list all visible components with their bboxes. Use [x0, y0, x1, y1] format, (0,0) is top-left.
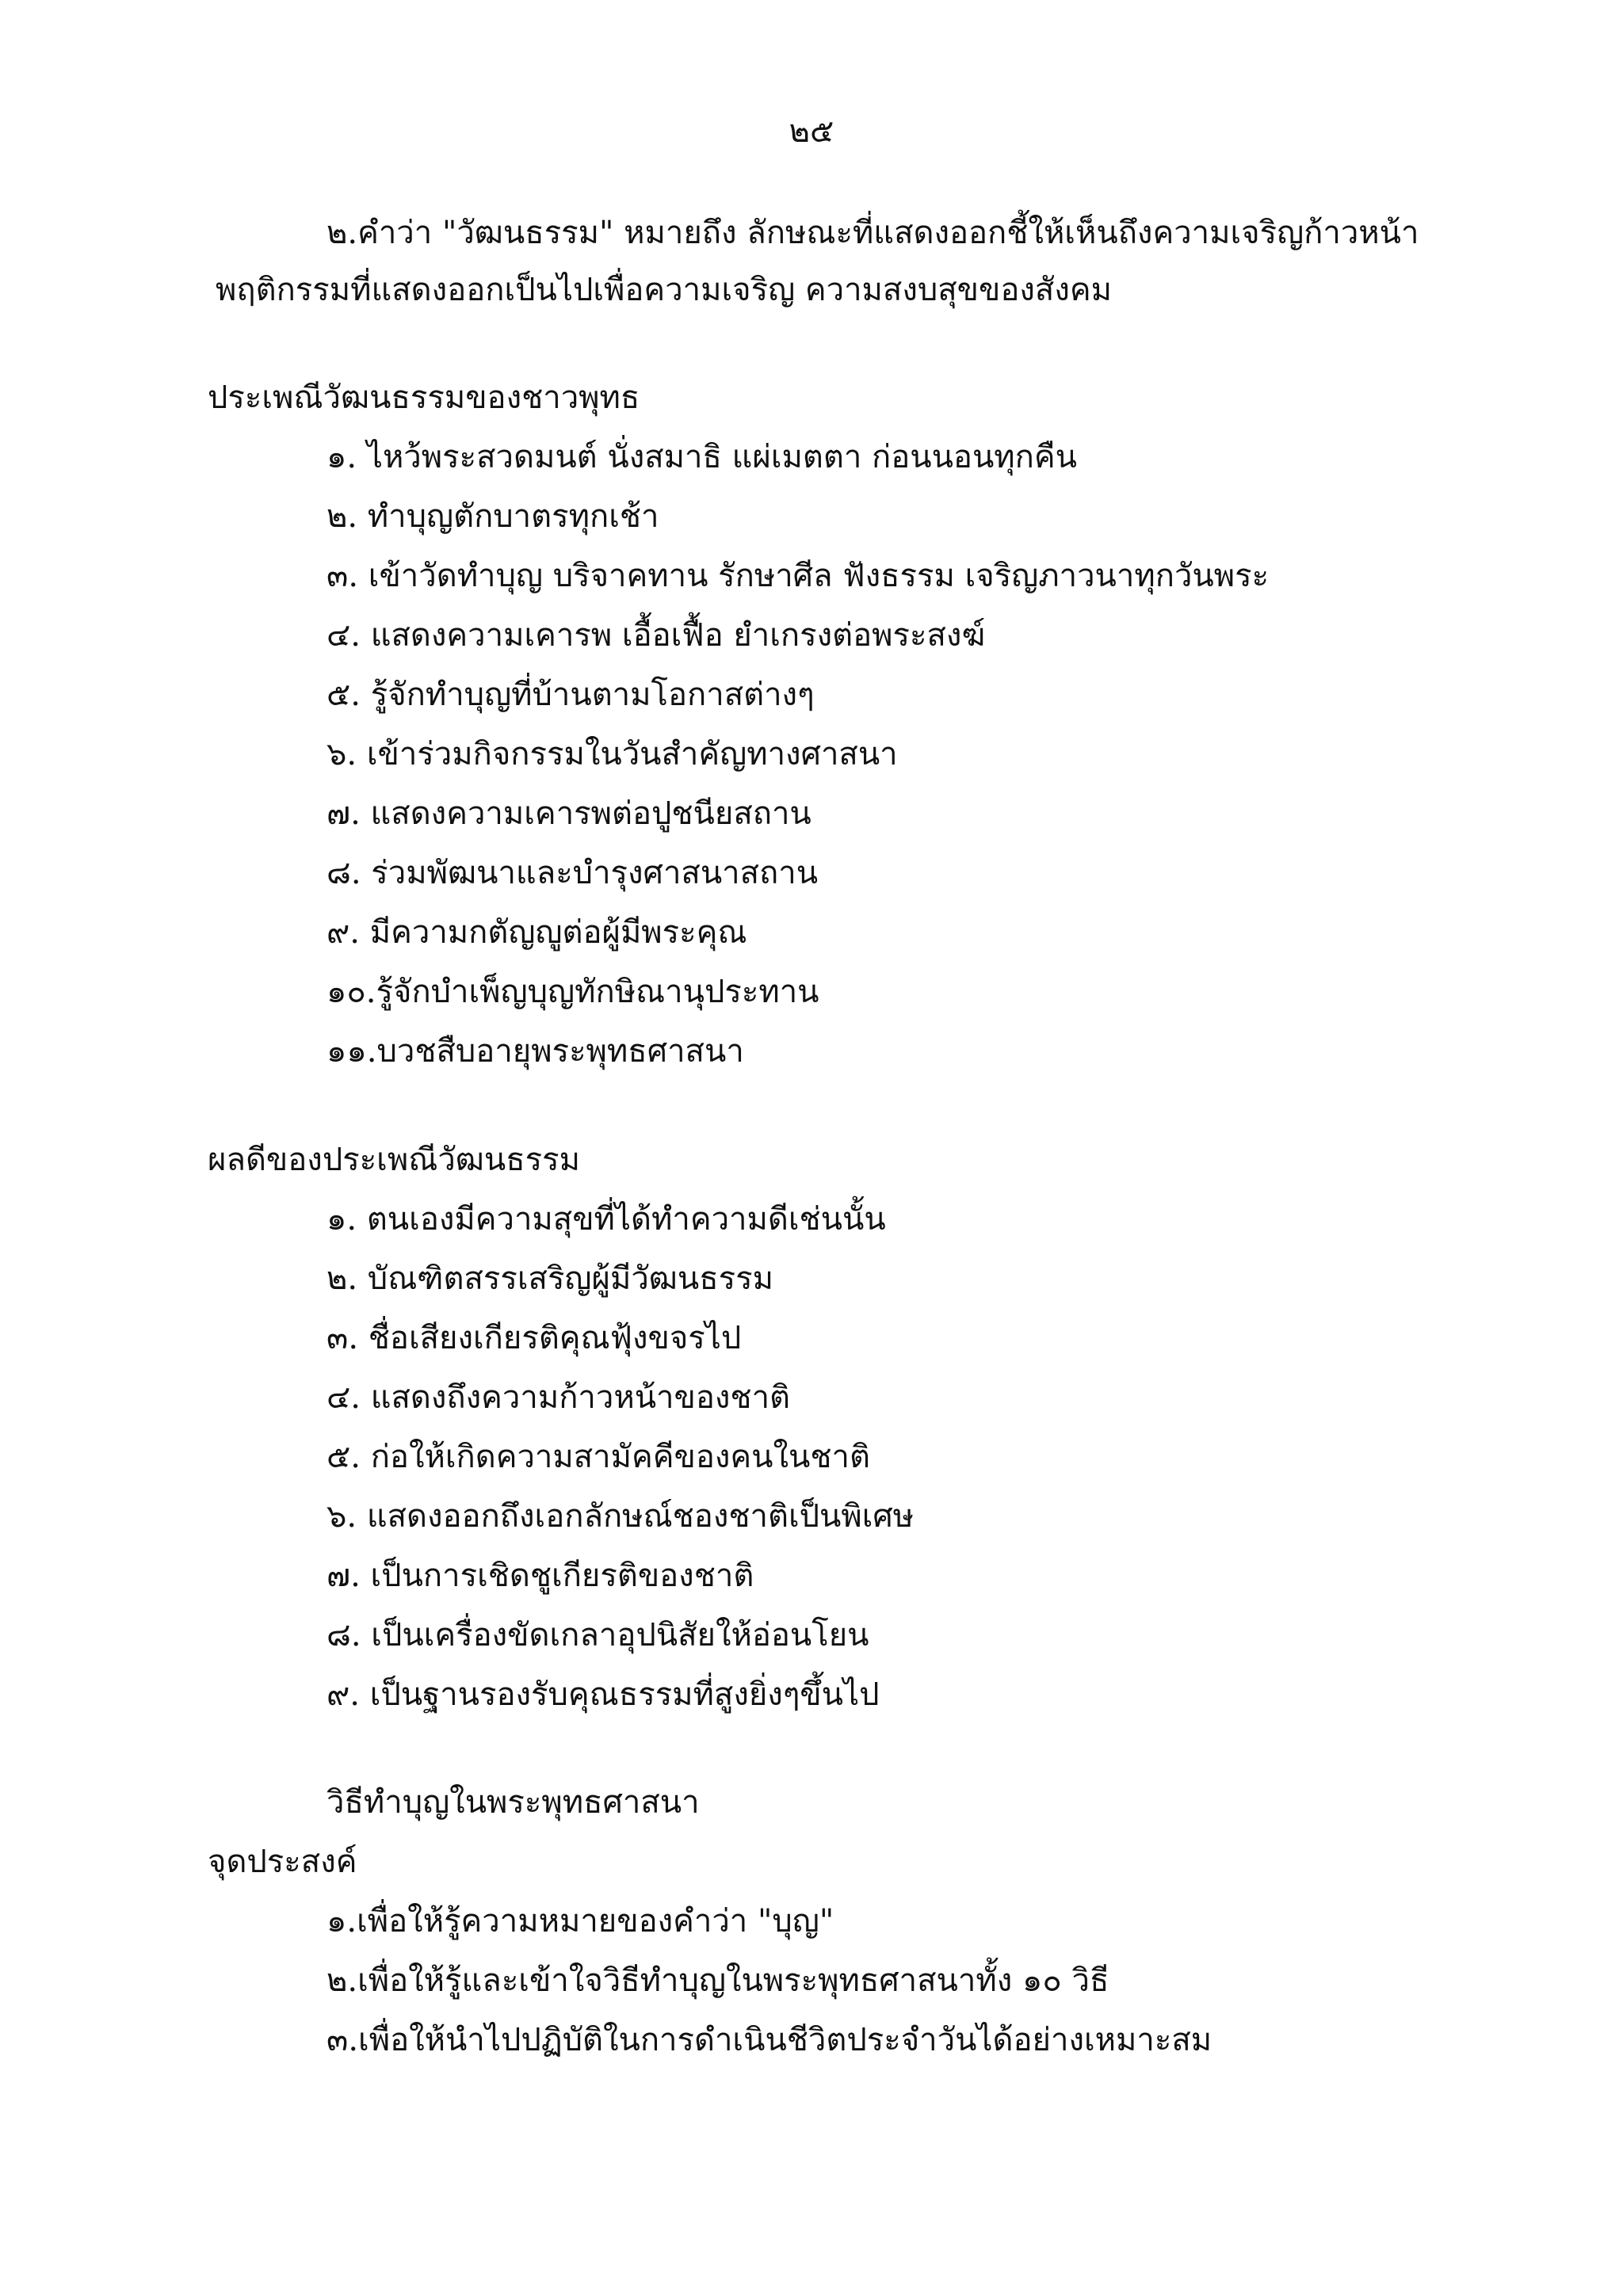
traditions-item: ๗. แสดงความเคารพต่อปูชนียสถาน: [327, 795, 812, 832]
benefits-item: ๖. แสดงออกถึงเอกลักษณ์ชองชาติเป็นพิเศษ: [327, 1498, 915, 1535]
traditions-item: ๖. เข้าร่วมกิจกรรมในวันสำคัญทางศาสนา: [327, 736, 898, 772]
definition-line-1: ๒.คำว่า "วัฒนธรรม" หมายถึง ลักษณะที่แสดงออกชี้ให้เห็นถึงความเจริญก้าวหน้า: [327, 215, 1419, 251]
traditions-heading: ประเพณีวัฒนธรรมของชาวพุทธ: [208, 379, 640, 416]
traditions-item: ๘. ร่วมพัฒนาและบำรุงศาสนาสถาน: [327, 855, 819, 891]
benefits-item: ๕. ก่อให้เกิดความสามัคคีของคนในชาติ: [327, 1439, 870, 1475]
benefits-heading: ผลดีของประเพณีวัฒนธรรม: [208, 1142, 581, 1178]
traditions-item: ๑๑.บวชสืบอายุพระพุทธศาสนา: [327, 1033, 744, 1070]
benefits-item: ๙. เป็นฐานรองรับคุณธรรมที่สูงยิ่งๆขึ้นไป: [327, 1676, 880, 1713]
traditions-item: ๕. รู้จักทำบุญที่บ้านตามโอกาสต่างๆ: [327, 677, 815, 713]
benefits-item: ๔. แสดงถึงความก้าวหน้าของชาติ: [327, 1379, 790, 1416]
traditions-item: ๙. มีความกตัญญูต่อผู้มีพระคุณ: [327, 914, 747, 951]
benefits-item: ๑. ตนเองมีความสุขที่ได้ทำความดีเช่นนั้น: [327, 1201, 886, 1238]
benefits-item: ๓. ชื่อเสียงเกียรติคุณฟุ้งขจรไป: [327, 1320, 742, 1356]
definition-line-2: พฤติกรรมที่แสดงออกเป็นไปเพื่อความเจริญ ความสงบสุขของสังคม: [216, 272, 1112, 308]
benefits-item: ๘. เป็นเครื่องขัดเกลาอุปนิสัยให้อ่อนโยน: [327, 1617, 869, 1653]
objective-item: ๑.เพื่อให้รู้ความหมายของคำว่า "บุญ": [327, 1903, 834, 1939]
merit-methods-title: วิธีทำบุญในพระพุทธศาสนา: [327, 1784, 700, 1821]
benefits-item: ๒. บัณฑิตสรรเสริญผู้มีวัฒนธรรม: [327, 1261, 774, 1297]
traditions-item: ๒. ทำบุญตักบาตรทุกเช้า: [327, 498, 659, 535]
traditions-item: ๓. เข้าวัดทำบุญ บริจาคทาน รักษาศีล ฟังธรรม เจริญภาวนาทุกวันพระ: [327, 558, 1270, 594]
objectives-heading: จุดประสงค์: [208, 1844, 357, 1880]
page-number: ๒๕: [789, 113, 834, 150]
traditions-item: ๑๐.รู้จักบำเพ็ญบุญทักษิณานุประทาน: [327, 974, 819, 1010]
traditions-item: ๔. แสดงความเคารพ เอื้อเฟื้อ ยำเกรงต่อพระสงฆ์: [327, 617, 986, 654]
benefits-item: ๗. เป็นการเชิดชูเกียรติของชาติ: [327, 1558, 754, 1594]
objective-item: ๓.เพื่อให้นำไปปฏิบัติในการดำเนินชีวิตประจำวันได้อย่างเหมาะสม: [327, 2022, 1212, 2058]
objective-item: ๒.เพื่อให้รู้และเข้าใจวิธีทำบุญในพระพุทธศาสนาทั้ง ๑๐ วิธี: [327, 1962, 1109, 1999]
traditions-item: ๑. ไหว้พระสวดมนต์ นั่งสมาธิ แผ่เมตตา ก่อนนอนทุกคืน: [327, 439, 1077, 475]
